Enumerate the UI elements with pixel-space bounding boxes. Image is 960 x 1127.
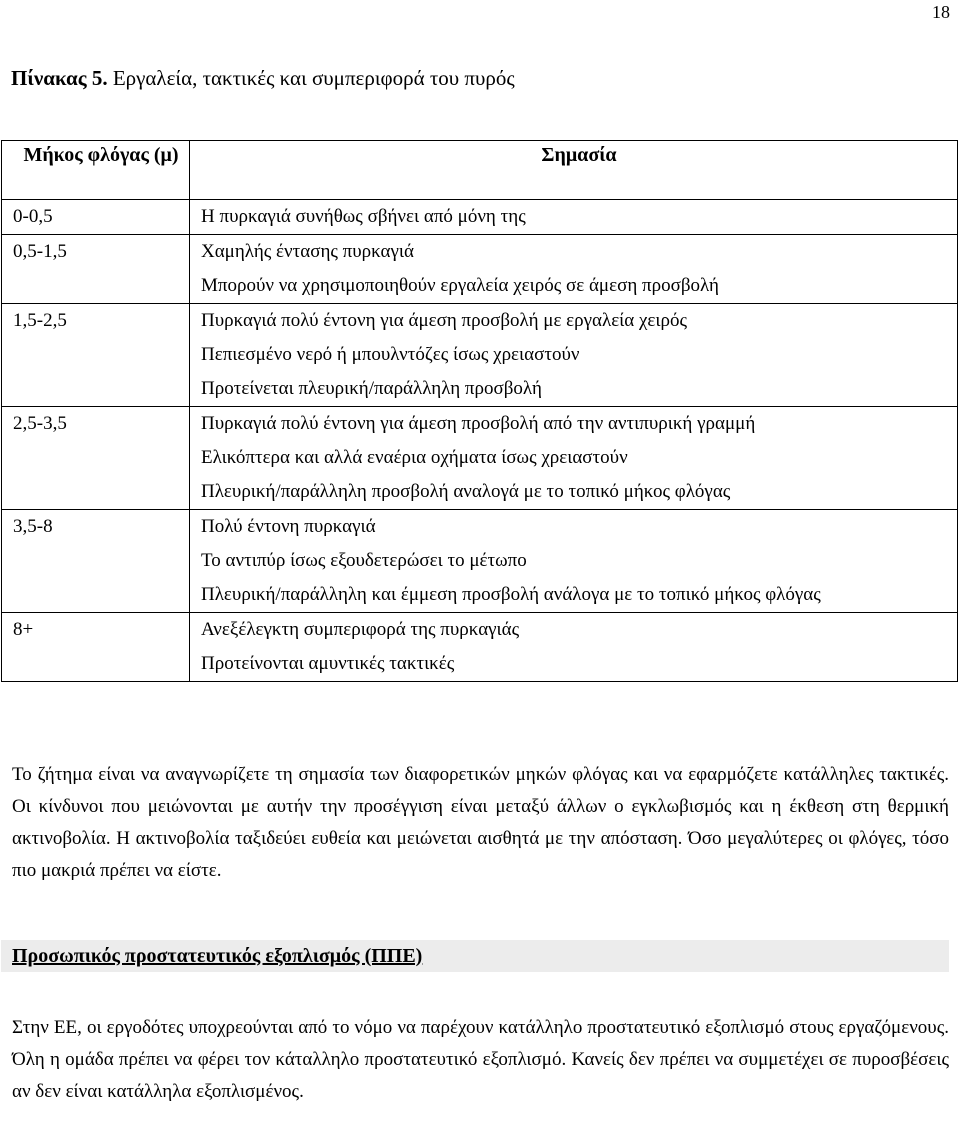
table-body [2, 200, 958, 682]
caption-text: Εργαλεία, τακτικές και συμπεριφορά του πυρός [107, 66, 515, 90]
table-row [2, 407, 958, 510]
caption-label: Πίνακας 5. [11, 66, 108, 90]
header-flame-length: Μήκος φλόγας (μ) [2, 141, 190, 200]
significance-line: Προτείνονται αμυντικές τακτικές [201, 653, 455, 674]
flame-length-cell: 0-0,5 [2, 200, 190, 235]
table-header-row [2, 141, 958, 200]
flame-length-cell: 2,5-3,5 [2, 407, 190, 510]
paragraph-ppe: Στην ΕΕ, οι εργοδότες υποχρεούνται από το νόμο να παρέχουν κατάλληλο προστατευτικό εξοπλισμό στους εργαζόμενους. Όλη η ομάδα πρέπει να φέρει τον κάταλληλο προστατευτικό εξοπλισμό. Κανείς δεν πρέπει να συμμετέχει σε πυροσβέσεις αν δεν είναι κατάλληλα εξοπλισμένος. [12, 1017, 949, 1102]
significance-line: Πεπιεσμένο νερό ή μπουλντόζες ίσως χρειαστούν [201, 344, 580, 365]
table-row [2, 200, 958, 235]
significance-line: Ανεξέλεγκτη συμπεριφορά της πυρκαγιάς [201, 619, 520, 640]
significance-line: Πλευρική/παράλληλη και έμμεση προσβολή ανάλογα με το τοπικό μήκος φλόγας [201, 584, 821, 605]
flame-length-cell: 0,5-1,5 [2, 235, 190, 304]
significance-line: Πολύ έντονη πυρκαγιά [201, 516, 376, 537]
significance-line: Πλευρική/παράλληλη προσβολή αναλογά με το τοπικό μήκος φλόγας [201, 481, 731, 502]
significance-line: Μπορούν να χρησιμοποιηθούν εργαλεία χειρός σε άμεση προσβολή [201, 275, 719, 296]
paragraph-flame-tactics: Το ζήτημα είναι να αναγνωρίζετε τη σημασία των διαφορετικών μηκών φλόγας και να εφαρμόζετε κατάλληλες τακτικές. Οι κίνδυνοι που μειώνονται με αυτήν την προσέγγιση είναι μεταξύ άλλων ο εγκλωβισμός και η έκθεση στη θερμική ακτινοβολία. Η ακτινοβολία ταξιδεύει ευθεία και μειώνεται αισθητά με την απόσταση. Όσο μεγαλύτερες οι φλόγες, τόσο πιο μακριά πρέπει να είστε. [12, 764, 949, 881]
table-row [2, 613, 958, 682]
table-caption [11, 66, 515, 91]
significance-cell [190, 510, 958, 613]
page-number: 18 [932, 2, 950, 22]
significance-cell [190, 235, 958, 304]
significance-line: Η πυρκαγιά συνήθως σβήνει από μόνη της [201, 206, 526, 227]
flame-length-cell: 1,5-2,5 [2, 304, 190, 407]
flame-length-cell: 3,5-8 [2, 510, 190, 613]
table-row [2, 235, 958, 304]
significance-line: Το αντιπύρ ίσως εξουδετερώσει το μέτωπο [201, 550, 527, 571]
significance-line: Χαμηλής έντασης πυρκαγιά [201, 241, 414, 262]
flame-length-table [1, 140, 958, 682]
significance-line: Ελικόπτερα και αλλά εναέρια οχήματα ίσως χρειαστούν [201, 447, 628, 468]
significance-cell [190, 613, 958, 682]
significance-cell [190, 304, 958, 407]
significance-line: Πυρκαγιά πολύ έντονη για άμεση προσβολή με εργαλεία χειρός [201, 310, 688, 331]
table-row [2, 304, 958, 407]
header-significance: Σημασία [190, 141, 958, 200]
significance-line: Προτείνεται πλευρική/παράλληλη προσβολή [201, 378, 542, 399]
section-heading-ppe [1, 940, 949, 972]
section-heading-text: Προσωπικός προστατευτικός εξοπλισμός (ΠΠΕ) [12, 945, 423, 967]
significance-cell [190, 200, 958, 235]
table-row [2, 510, 958, 613]
significance-line: Πυρκαγιά πολύ έντονη για άμεση προσβολή από την αντιπυρική γραμμή [201, 413, 756, 434]
significance-cell [190, 407, 958, 510]
flame-length-cell: 8+ [2, 613, 190, 682]
